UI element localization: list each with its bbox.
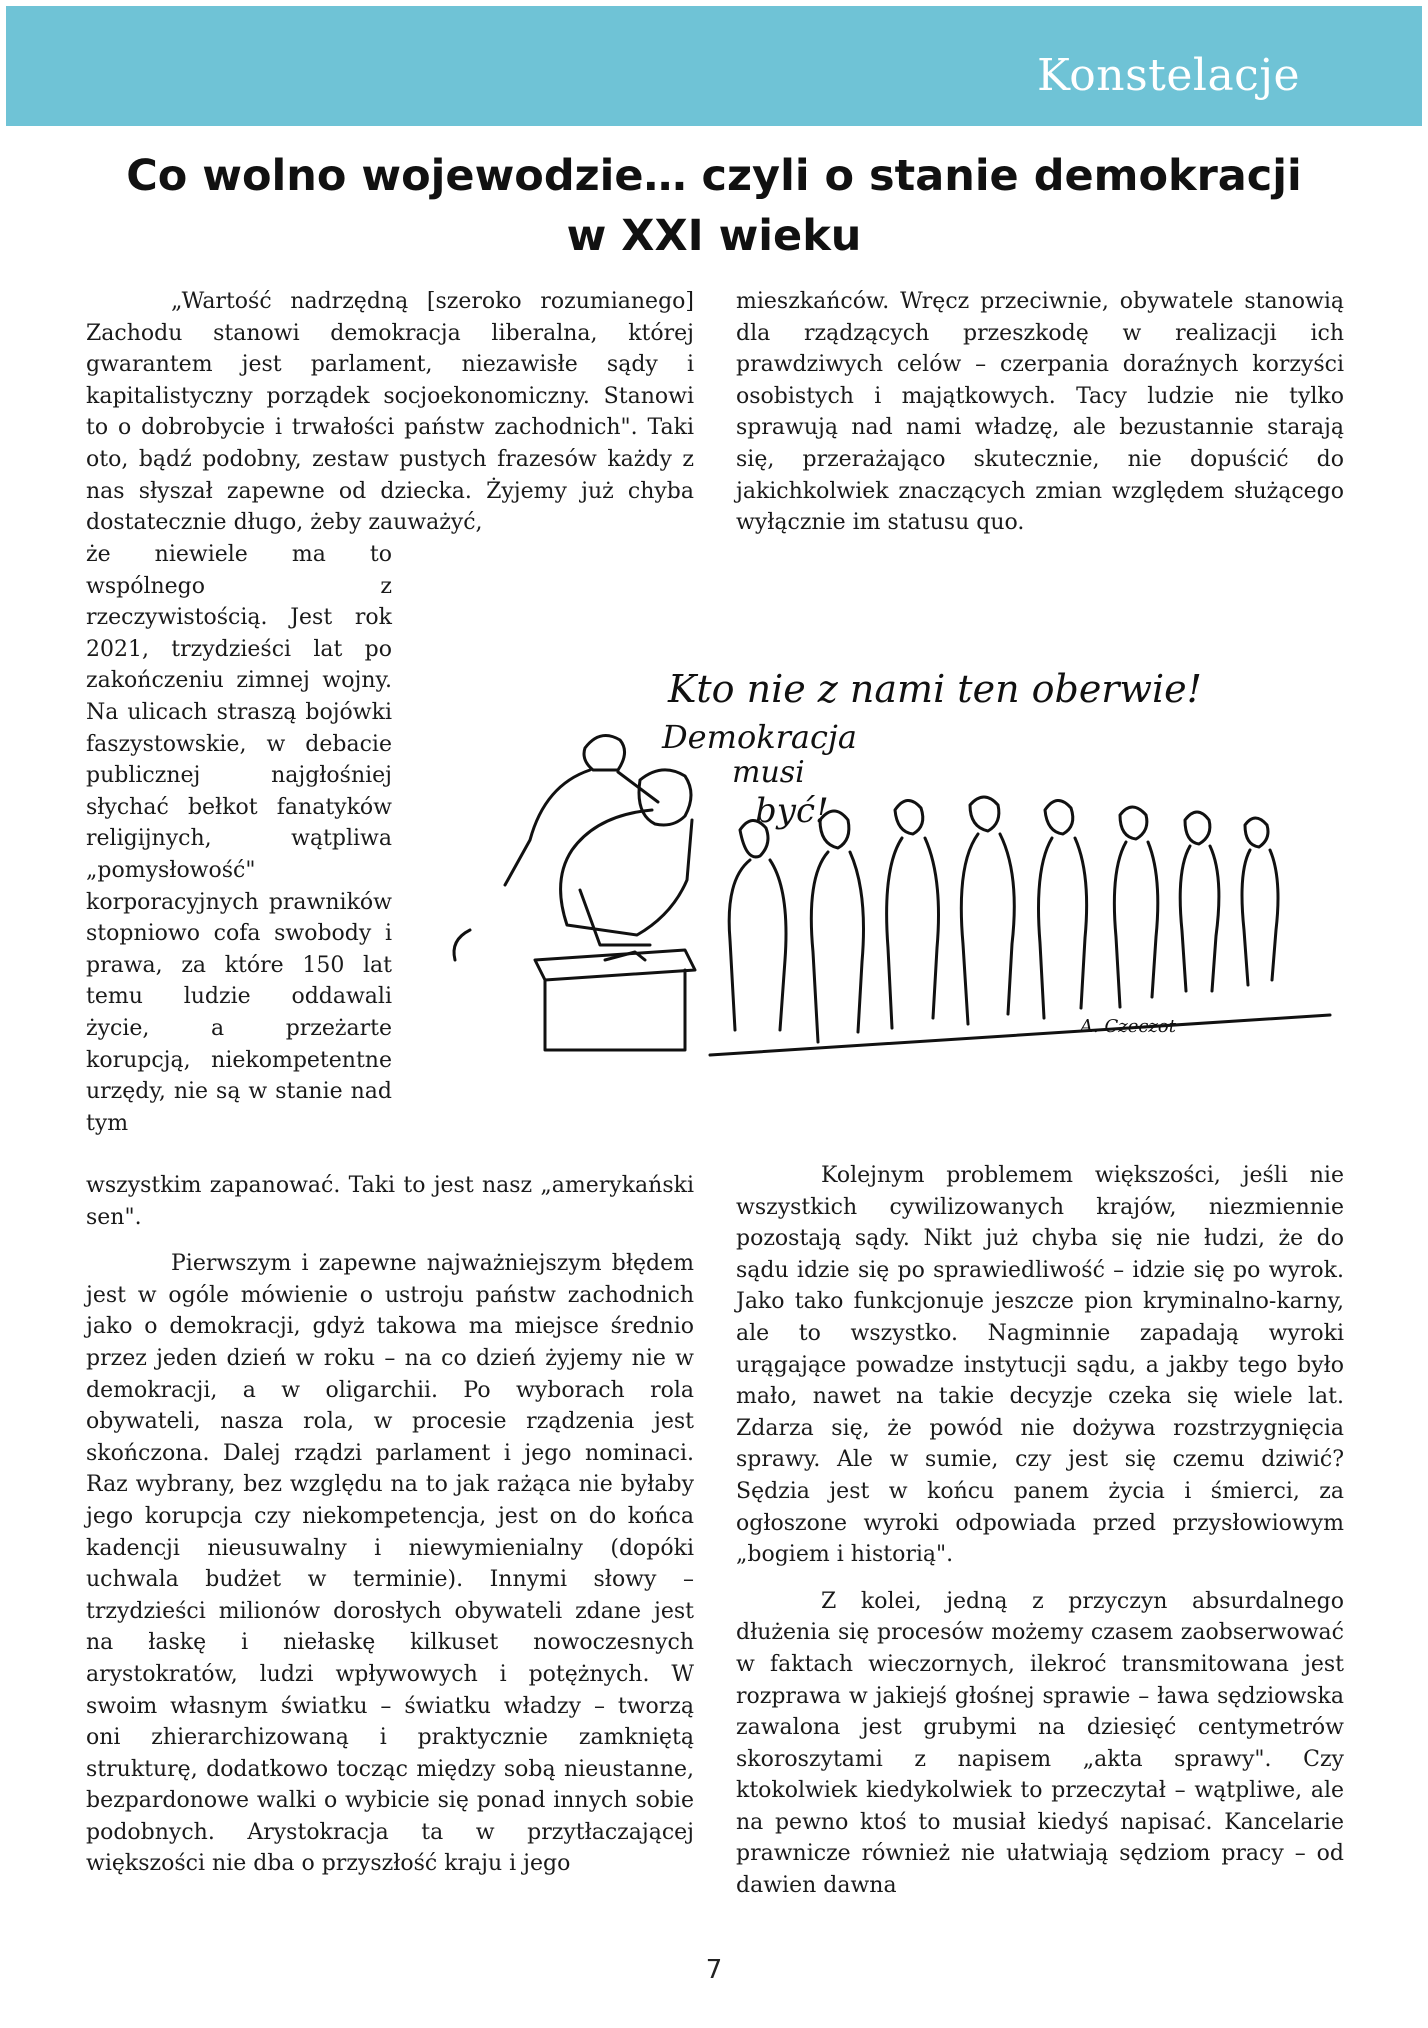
cartoon-signature: A. Czeczot: [1080, 1016, 1176, 1037]
column-1-bottom: [86, 1170, 694, 1880]
cartoon-caption-2: Demokracja: [662, 718, 857, 756]
cartoon-illustration: [440, 660, 1340, 1060]
paragraph-4: Z kolei, jedną z przyczyn absurdalnego dłużenia się procesów możemy czasem zaobserwować w faktach wieczornych, ilekroć transmitowana jest rozprawa w jakiejś głośnej sprawie – ława sędziowska zawalona jest grubymi na dziesięć centymetrów skoroszytami z napisem „akta sprawy". Czy ktokolwiek kiedykolwiek to przeczytał – wątpliwe, ale na pewno ktoś to musiał kiedyś napisać. Kancelarie prawnicze również nie ułatwiają sędziom pracy – od dawien dawna: [736, 1588, 1344, 1899]
column-2-top: [736, 286, 1344, 539]
cartoon-caption-4: być!: [755, 791, 829, 831]
cartoon-caption-1: Kto nie z nami ten oberwie!: [668, 667, 1202, 711]
article-title: Co wolno wojewodzie… czyli o stanie demokracji w XXI wieku: [126, 151, 1302, 261]
page-number: 7: [705, 1955, 723, 1985]
column-2-bottom: [736, 1160, 1344, 1902]
cartoon-caption-3: musi: [732, 755, 805, 790]
paragraph-3: Kolejnym problemem większości, jeśli nie wszystkich cywilizowanych krajów, niezmiennie pozostają sądy. Nikt już chyba się nie łudzi, że do sądu idzie się po sprawiedliwość – idzie się po wyrok. Jako tako funkcjonuje jeszcze pion kryminalno-karny, ale to wszystko. Nagminnie zapadają wyroki urągające powadze instytucji sądu, a jakby tego było mało, nawet na takie decyzje czeka się wiele lat. Zdarza się, że powód nie dożywa rozstrzygnięcia sprawy. Ale w sumie, czy jest się czemu dziwić? Sędzia jest w końcu panem życia i śmierci, za ogłoszone wyroki odpowiada przed przysłowiowym „bogiem i historią".: [736, 1163, 1344, 1568]
paragraph-1-start: „Wartość nadrzędną [szeroko rozumianego] Zachodu stanowi demokracja liberalna, której gwarantem jest parlament, niezawisłe sądy i kapitalistyczny porządek socjoekonomiczny. Stanowi to o dobrobycie i trwałości państw zachodnich". Taki oto, bądź podobny, zestaw pustych frazesów każdy z nas słyszał zapewne od dziecka. Żyjemy już chyba dostatecznie długo, żeby zauważyć,: [86, 289, 694, 536]
paragraph-1-middle: że niewiele ma to wspólnego z rzeczywistością. Jest rok 2021, trzydzieści lat po zakończeniu zimnej wojny. Na ulicach straszą bojówki faszystowskie, w debacie publicznej najgłośniej słychać bełkot fanatyków religijnych, wątpliwa „pomysłowość" korporacyjnych prawników stopniowo cofa swobody i prawa, za które 150 lat temu ludzie oddawali życie, a przeżarte korupcją, niekompetentne urzędy, nie są w stanie nad tym: [86, 542, 392, 1136]
paragraph-1-end: wszystkim zapanować. Taki to jest nasz „amerykański sen".: [86, 1173, 694, 1230]
cartoon-drawing: [454, 736, 1330, 1056]
column-1-top: [86, 286, 694, 539]
paragraph-continuation: mieszkańców. Wręcz przeciwnie, obywatele stanowią dla rządzących przeszkodę w realizacji ich prawdziwych celów – czerpania doraźnych korzyści osobistych i majątkowych. Tacy ludzie nie tylko sprawują nad nami władzę, ale bezustannie starają się, przerażająco skutecznie, nie dopuścić do jakichkolwiek znaczących zmian względem służącego wyłącznie im statusu quo.: [736, 289, 1344, 536]
column-1-narrow: [86, 539, 392, 1139]
section-title: Konstelacje: [1037, 50, 1300, 101]
paragraph-2: Pierwszym i zapewne najważniejszym błędem jest w ogóle mówienie o ustroju państw zachodnich jako o demokracji, gdyż takowa ma miejsce średnio przez jeden dzień w roku – na co dzień żyjemy nie w demokracji, a w oligarchii. Po wyborach rola obywateli, nasza rola, w procesie rządzenia jest skończona. Dalej rządzi parlament i jego nominaci. Raz wybrany, bez względu na to jak rażąca nie byłaby jego korupcja czy niekompetencja, jest on do końca kadencji nieusuwalny i niewymienialny (dopóki uchwala budżet w terminie). Innymi słowy – trzydzieści milionów dorosłych obywateli zdane jest na łaskę i niełaskę kilkuset nowoczesnych arystokratów, ludzi wpływowych i potężnych. W swoim własnym światku – światku władzy – tworzą oni zhierarchizowaną i praktycznie zamkniętą strukturę, dodatkowo tocząc między sobą nieustanne, bezpardonowe walki o wybicie się ponad innych sobie podobnych. Arystokracja ta w przytłaczającej większości nie dba o przyszłość kraju i jego: [86, 1251, 694, 1877]
